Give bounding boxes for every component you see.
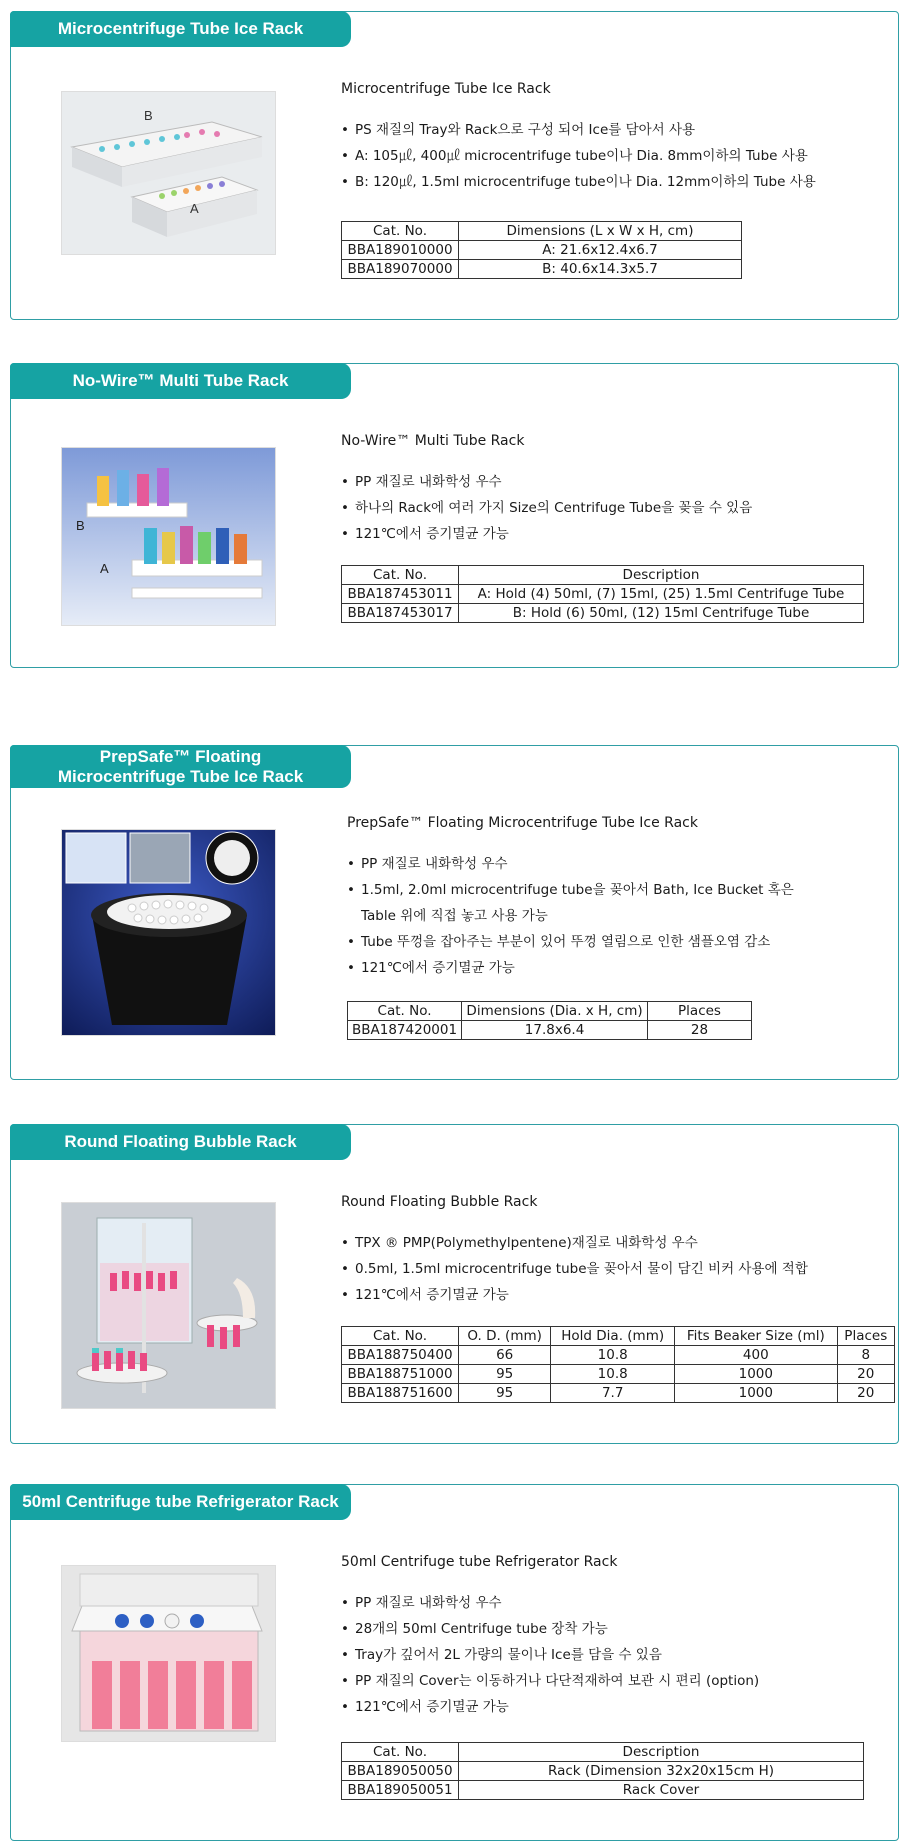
feature-item: • PS 재질의 Tray와 Rack으로 구성 되어 Ice를 담아서 사용 <box>341 117 878 143</box>
feature-item: • Tube 뚜껑을 잡아주는 부분이 있어 뚜껑 열림으로 인한 샘플오염 감소 <box>347 929 878 955</box>
product-image <box>61 1565 276 1742</box>
table-cell: Rack (Dimension 32x20x15cm H) <box>459 1762 864 1781</box>
table-cell: 7.7 <box>551 1384 675 1403</box>
table-cell: Rack Cover <box>459 1781 864 1800</box>
product-title: 50ml Centrifuge tube Refrigerator Rack <box>341 1554 618 1570</box>
product-details <box>341 1194 888 1403</box>
table-cell: BBA187420001 <box>348 1021 462 1040</box>
table-cell: 1000 <box>675 1384 837 1403</box>
feature-list <box>341 1230 878 1308</box>
table-header: Dimensions (Dia. x H, cm) <box>462 1002 648 1021</box>
product-details <box>347 815 878 1040</box>
table-cell: A: 21.6x12.4x6.7 <box>459 241 742 260</box>
product-image <box>61 447 276 626</box>
feature-item: • PP 재질로 내화학성 우수 <box>347 851 878 877</box>
table-cell: BBA189070000 <box>342 260 459 279</box>
table-row <box>342 241 742 260</box>
table-cell: 8 <box>837 1346 894 1365</box>
table-cell: BBA189050050 <box>342 1762 459 1781</box>
feature-item <box>347 877 878 929</box>
feature-item: • TPX ® PMP(Polymethylpentene)재질로 내화학성 우수 <box>341 1230 878 1256</box>
image-label-b: B <box>76 518 85 533</box>
table-row <box>342 604 864 623</box>
multi-tube-rack-illustration <box>62 448 275 625</box>
table-cell: BBA188751000 <box>342 1365 459 1384</box>
feature-item: • 121℃에서 증기멸균 가능 <box>341 521 878 547</box>
table-cell: BBA189050051 <box>342 1781 459 1800</box>
table-header-row <box>342 1743 864 1762</box>
table-header-row <box>348 1002 752 1021</box>
product-title: Microcentrifuge Tube Ice Rack <box>341 81 551 97</box>
spec-table <box>347 1001 752 1040</box>
table-row <box>342 1781 864 1800</box>
table-cell: 66 <box>459 1346 551 1365</box>
section-tab-label: Round Floating Bubble Rack <box>64 1132 297 1151</box>
table-header: Places <box>837 1327 894 1346</box>
product-details <box>341 433 878 623</box>
feature-item: • PP 재질로 내화학성 우수 <box>341 1590 878 1616</box>
feature-item: • Tray가 깊어서 2L 가량의 물이나 Ice를 담을 수 있음 <box>341 1642 878 1668</box>
feature-list <box>347 851 878 981</box>
product-section-no-wire-rack <box>10 363 899 668</box>
table-cell: 95 <box>459 1365 551 1384</box>
table-cell: 400 <box>675 1346 837 1365</box>
spec-table <box>341 1326 895 1403</box>
product-title: No-Wire™ Multi Tube Rack <box>341 433 525 449</box>
section-tab-label: 50ml Centrifuge tube Refrigerator Rack <box>22 1492 339 1511</box>
table-row <box>342 1365 895 1384</box>
table-row <box>342 1762 864 1781</box>
table-cell: BBA188751600 <box>342 1384 459 1403</box>
section-tab-label: Microcentrifuge Tube Ice Rack <box>57 19 304 38</box>
feature-text-continuation: Table 위에 직접 놓고 사용 가능 <box>361 908 548 924</box>
table-header-row <box>342 222 742 241</box>
table-cell: A: Hold (4) 50ml, (7) 15ml, (25) 1.5ml Centrifuge Tube <box>459 585 864 604</box>
section-tab-label: No-Wire™ Multi Tube Rack <box>72 371 289 390</box>
table-header: Cat. No. <box>348 1002 462 1021</box>
floating-rack-illustration <box>62 830 275 1035</box>
spec-table <box>341 1742 864 1800</box>
table-row <box>342 260 742 279</box>
product-section-bubble-rack <box>10 1124 899 1444</box>
product-image <box>61 1202 276 1409</box>
table-header-row <box>342 566 864 585</box>
feature-item: • 0.5ml, 1.5ml microcentrifuge tube을 꽂아서 물이 담긴 비커 사용에 적합 <box>341 1256 878 1282</box>
table-header: Cat. No. <box>342 566 459 585</box>
section-tab <box>10 1484 351 1520</box>
feature-item: • PP 재질의 Cover는 이동하거나 다단적재하여 보관 시 편리 (option) <box>341 1668 878 1694</box>
product-section-refrigerator-rack <box>10 1484 899 1841</box>
feature-item: • 하나의 Rack에 여러 가지 Size의 Centrifuge Tube을 꽂을 수 있음 <box>341 495 878 521</box>
feature-list <box>341 469 878 547</box>
section-tab <box>10 745 351 788</box>
product-title: PrepSafe™ Floating Microcentrifuge Tube Ice Rack <box>347 815 698 831</box>
table-header: O. D. (mm) <box>459 1327 551 1346</box>
product-details <box>341 1554 878 1800</box>
table-cell: BBA187453017 <box>342 604 459 623</box>
table-cell: B: Hold (6) 50ml, (12) 15ml Centrifuge Tube <box>459 604 864 623</box>
table-cell: 17.8x6.4 <box>462 1021 648 1040</box>
bubble-rack-illustration <box>62 1203 275 1408</box>
table-row <box>342 585 864 604</box>
table-header: Cat. No. <box>342 222 459 241</box>
product-details <box>341 81 878 279</box>
table-header: Cat. No. <box>342 1743 459 1762</box>
table-header: Description <box>459 1743 864 1762</box>
product-section-prepsafe-rack <box>10 745 899 1080</box>
feature-item: • 28개의 50ml Centrifuge tube 장착 가능 <box>341 1616 878 1642</box>
feature-item: • A: 105㎕, 400㎕ microcentrifuge tube이나 Dia. 8mm이하의 Tube 사용 <box>341 143 878 169</box>
table-cell: BBA189010000 <box>342 241 459 260</box>
feature-item: • 121℃에서 증기멸균 가능 <box>341 1694 878 1720</box>
table-header: Fits Beaker Size (ml) <box>675 1327 837 1346</box>
table-cell: 20 <box>837 1365 894 1384</box>
table-cell: 1000 <box>675 1365 837 1384</box>
table-cell: B: 40.6x14.3x5.7 <box>459 260 742 279</box>
table-cell: 28 <box>648 1021 752 1040</box>
product-title: Round Floating Bubble Rack <box>341 1194 538 1210</box>
section-tab <box>10 11 351 47</box>
image-label-b: B <box>144 108 153 123</box>
feature-list <box>341 1590 878 1720</box>
table-cell: BBA188750400 <box>342 1346 459 1365</box>
table-row <box>342 1346 895 1365</box>
table-header: Places <box>648 1002 752 1021</box>
feature-text: 1.5ml, 2.0ml microcentrifuge tube을 꽂아서 Bath, Ice Bucket 혹은 <box>361 882 794 898</box>
section-tab <box>10 363 351 399</box>
table-row <box>342 1384 895 1403</box>
product-image <box>61 91 276 255</box>
refrigerator-rack-illustration <box>62 1566 275 1741</box>
section-tab-label: Microcentrifuge Tube Ice Rack <box>57 766 304 786</box>
table-cell: 10.8 <box>551 1365 675 1384</box>
table-row <box>348 1021 752 1040</box>
feature-item: • 121℃에서 증기멸균 가능 <box>341 1282 878 1308</box>
product-section-ice-rack <box>10 11 899 320</box>
table-header: Description <box>459 566 864 585</box>
feature-item: • 121℃에서 증기멸균 가능 <box>347 955 878 981</box>
section-tab-label: PrepSafe™ Floating <box>99 746 262 766</box>
table-cell: 10.8 <box>551 1346 675 1365</box>
table-cell: 20 <box>837 1384 894 1403</box>
ice-rack-illustration <box>62 92 275 254</box>
feature-list <box>341 117 878 195</box>
image-label-a: A <box>190 201 199 216</box>
image-label-a: A <box>100 561 109 576</box>
table-header-row <box>342 1327 895 1346</box>
table-cell: 95 <box>459 1384 551 1403</box>
table-cell: BBA187453011 <box>342 585 459 604</box>
spec-table <box>341 565 864 623</box>
table-header: Hold Dia. (mm) <box>551 1327 675 1346</box>
feature-item: • PP 재질로 내화학성 우수 <box>341 469 878 495</box>
product-image <box>61 829 276 1036</box>
section-tab <box>10 1124 351 1160</box>
table-header: Cat. No. <box>342 1327 459 1346</box>
table-header: Dimensions (L x W x H, cm) <box>459 222 742 241</box>
feature-item: • B: 120㎕, 1.5ml microcentrifuge tube이나 Dia. 12mm이하의 Tube 사용 <box>341 169 878 195</box>
spec-table <box>341 221 742 279</box>
